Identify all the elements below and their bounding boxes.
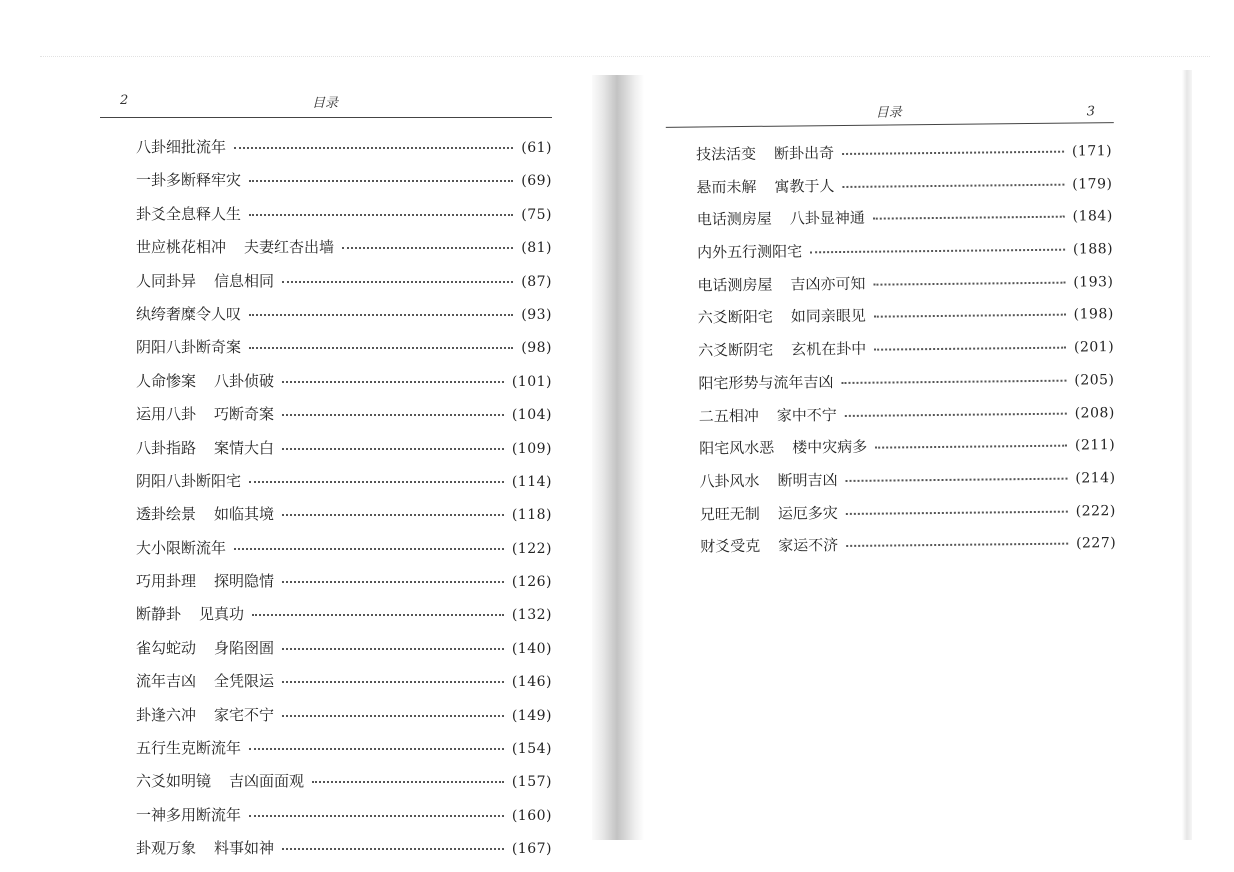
dot-leader xyxy=(249,204,513,216)
entry-subtitle: 案情大白 xyxy=(214,438,275,457)
dot-leader xyxy=(312,771,504,783)
entry-page-number: (122) xyxy=(511,540,552,557)
dot-leader xyxy=(282,638,504,650)
toc-entry xyxy=(696,140,1112,165)
entry-page-number: (87) xyxy=(521,273,552,290)
left-page xyxy=(0,0,590,858)
dot-leader xyxy=(282,371,504,383)
entry-page-number: (211) xyxy=(1074,437,1116,454)
dot-leader xyxy=(342,237,513,249)
entry-subtitle: 家中不宁 xyxy=(776,405,837,425)
entry-page-number: (98) xyxy=(521,340,552,357)
entry-subtitle: 运厄多灾 xyxy=(777,503,838,523)
entry-page-number: (75) xyxy=(521,206,552,223)
header-rule xyxy=(100,117,552,118)
toc-entry xyxy=(136,705,552,726)
dot-leader xyxy=(873,206,1065,220)
running-header: 目录 xyxy=(312,96,339,111)
toc-entry xyxy=(136,671,552,692)
entry-page-number: (140) xyxy=(511,640,552,657)
page-number: 2 xyxy=(120,93,129,108)
entry-subtitle: 身陷囹圄 xyxy=(214,638,275,657)
entry-page-number: (109) xyxy=(511,440,552,457)
entry-subtitle: 探明隐情 xyxy=(214,572,275,591)
toc-entry xyxy=(136,404,552,425)
entry-title: 运用八卦 xyxy=(136,405,197,424)
toc-entry xyxy=(136,304,552,325)
entry-page-number: (193) xyxy=(1073,273,1114,291)
entry-subtitle: 吉凶面面观 xyxy=(229,772,305,791)
toc-list xyxy=(696,140,1116,569)
dot-leader xyxy=(845,402,1067,416)
toc-entry xyxy=(698,369,1114,394)
entry-page-number: (214) xyxy=(1075,470,1116,487)
entry-page-number: (93) xyxy=(521,306,552,323)
entry-subtitle: 断明吉凶 xyxy=(777,470,838,490)
book-gutter xyxy=(592,75,644,840)
entry-title: 一神多用断流年 xyxy=(136,805,242,824)
entry-subtitle: 八卦侦破 xyxy=(214,371,275,390)
entry-subtitle: 家宅不宁 xyxy=(214,705,275,724)
entry-page-number: (157) xyxy=(511,774,552,791)
entry-page-number: (208) xyxy=(1074,404,1115,422)
dot-leader xyxy=(282,671,504,683)
entry-page-number: (146) xyxy=(511,674,552,691)
dot-leader xyxy=(249,337,513,349)
toc-entry xyxy=(136,170,552,191)
toc-entry xyxy=(699,402,1115,427)
running-header: 目录 xyxy=(875,105,902,121)
dot-leader xyxy=(282,404,504,416)
entry-title: 阳宅风水恶 xyxy=(699,438,775,458)
toc-entry xyxy=(698,336,1114,361)
right-page xyxy=(636,0,1234,843)
entry-title: 二五相冲 xyxy=(698,406,759,425)
entry-page-number: (149) xyxy=(511,707,552,724)
entry-title: 电话测房屋 xyxy=(696,210,772,229)
entry-title: 阴阳八卦断奇案 xyxy=(136,338,242,357)
entry-page-number: (61) xyxy=(521,140,552,156)
entry-page-number: (188) xyxy=(1072,241,1114,258)
entry-title: 六爻断阳宅 xyxy=(697,308,773,327)
entry-page-number: (227) xyxy=(1075,535,1117,552)
dot-leader xyxy=(810,239,1065,254)
entry-page-number: (69) xyxy=(521,173,552,190)
entry-subtitle: 断卦出奇 xyxy=(774,144,835,163)
entry-title: 技法活变 xyxy=(695,144,757,164)
entry-subtitle: 见真功 xyxy=(199,605,245,624)
dot-leader xyxy=(249,471,504,483)
entry-page-number: (184) xyxy=(1072,208,1113,225)
header-rule xyxy=(666,122,1114,128)
entry-title: 卦观万象 xyxy=(136,839,197,858)
toc-entry xyxy=(136,738,552,759)
entry-subtitle: 全凭限运 xyxy=(214,672,275,691)
entry-title: 八卦指路 xyxy=(136,438,197,457)
page-number: 3 xyxy=(1086,104,1096,120)
toc-entry xyxy=(136,838,552,859)
entry-title: 悬而未解 xyxy=(696,177,757,197)
dot-leader xyxy=(249,170,513,182)
entry-title: 五行生克断流年 xyxy=(136,739,242,758)
dot-leader xyxy=(846,500,1068,514)
toc-entry xyxy=(136,237,552,258)
dot-leader xyxy=(249,738,504,750)
entry-title: 内外五行测阳宅 xyxy=(697,242,803,262)
toc-entry xyxy=(136,471,552,492)
toc-entry xyxy=(697,238,1113,263)
entry-title: 卦爻全息释人生 xyxy=(136,204,242,223)
entry-title: 六爻断阴宅 xyxy=(698,340,774,360)
entry-subtitle: 八卦显神通 xyxy=(789,209,865,228)
entry-page-number: (201) xyxy=(1073,339,1115,356)
toc-entry xyxy=(697,271,1113,296)
entry-subtitle: 玄机在卦中 xyxy=(791,339,867,359)
entry-page-number: (160) xyxy=(511,807,552,824)
toc-entry xyxy=(136,571,552,592)
entry-title: 阴阳八卦断阳宅 xyxy=(136,471,242,490)
entry-subtitle: 如同亲眼见 xyxy=(790,307,866,326)
entry-page-number: (222) xyxy=(1075,502,1116,520)
dot-leader xyxy=(846,533,1068,547)
entry-title: 流年吉凶 xyxy=(136,672,197,691)
toc-entry xyxy=(700,532,1116,557)
entry-subtitle: 巧断奇案 xyxy=(214,405,275,424)
toc-entry xyxy=(699,434,1115,459)
toc-entry xyxy=(136,438,552,459)
toc-entry xyxy=(697,206,1113,231)
entry-title: 人同卦异 xyxy=(136,271,197,290)
dot-leader xyxy=(282,438,504,450)
entry-page-number: (154) xyxy=(511,741,552,758)
dot-leader xyxy=(252,604,504,616)
entry-subtitle: 夫妻红杏出墙 xyxy=(244,238,335,257)
toc-entry xyxy=(136,771,552,792)
entry-title: 卦逢六冲 xyxy=(136,705,197,724)
toc-entry xyxy=(136,638,552,659)
dot-leader xyxy=(234,137,513,149)
entry-page-number: (126) xyxy=(511,574,552,591)
entry-title: 一卦多断释牢灾 xyxy=(136,171,242,190)
dot-leader xyxy=(842,141,1064,155)
dot-leader xyxy=(282,838,504,850)
entry-page-number: (167) xyxy=(511,841,552,858)
entry-subtitle: 楼中灾病多 xyxy=(792,437,868,457)
entry-title: 电话测房屋 xyxy=(697,275,773,295)
entry-page-number: (198) xyxy=(1073,306,1114,324)
dot-leader xyxy=(234,538,504,550)
entry-page-number: (101) xyxy=(511,373,552,390)
toc-entry xyxy=(136,371,552,392)
toc-entry xyxy=(136,137,552,158)
entry-subtitle: 寓教于人 xyxy=(774,176,835,196)
dot-leader xyxy=(249,805,504,817)
entry-title: 大小限断流年 xyxy=(136,538,227,557)
dot-leader xyxy=(874,304,1066,318)
entry-title: 雀勾蛇动 xyxy=(136,638,197,657)
entry-page-number: (118) xyxy=(511,507,552,524)
entry-subtitle: 信息相同 xyxy=(214,271,275,290)
toc-entry xyxy=(136,604,552,625)
toc-entry xyxy=(698,304,1114,329)
toc-entry xyxy=(136,337,552,358)
entry-title: 兄旺无制 xyxy=(699,504,760,524)
entry-page-number: (171) xyxy=(1071,143,1113,160)
entry-title: 断静卦 xyxy=(136,605,182,624)
entry-title: 八卦风水 xyxy=(699,471,760,491)
dot-leader xyxy=(282,504,504,516)
dot-leader xyxy=(873,271,1065,285)
toc-entry xyxy=(136,271,552,292)
entry-title: 世应桃花相冲 xyxy=(136,238,227,257)
toc-entry xyxy=(136,204,552,225)
entry-subtitle: 吉凶亦可知 xyxy=(790,274,866,294)
dot-leader xyxy=(841,369,1066,383)
toc-entry xyxy=(136,538,552,559)
dot-leader xyxy=(875,435,1067,449)
dot-leader xyxy=(282,271,513,283)
entry-title: 八卦细批流年 xyxy=(136,138,227,156)
entry-subtitle: 家运不济 xyxy=(778,536,839,555)
toc-entry xyxy=(136,805,552,826)
entry-page-number: (132) xyxy=(511,607,552,624)
toc-list xyxy=(136,137,552,872)
entry-page-number: (179) xyxy=(1072,175,1113,193)
toc-entry xyxy=(700,500,1116,525)
dot-leader xyxy=(842,173,1064,187)
entry-page-number: (81) xyxy=(521,240,552,257)
entry-title: 透卦绘景 xyxy=(136,505,197,524)
toc-entry xyxy=(699,467,1115,492)
entry-page-number: (104) xyxy=(511,407,552,424)
entry-title: 财爻受克 xyxy=(700,537,761,556)
entry-subtitle: 如临其境 xyxy=(214,505,275,524)
entry-title: 巧用卦理 xyxy=(136,572,197,591)
toc-entry xyxy=(136,504,552,525)
entry-title: 人命惨案 xyxy=(136,371,197,390)
entry-title: 阳宅形势与流年吉凶 xyxy=(698,372,834,393)
dot-leader xyxy=(282,705,504,717)
entry-page-number: (205) xyxy=(1074,371,1115,389)
dot-leader xyxy=(249,304,513,316)
toc-entry xyxy=(696,173,1112,198)
dot-leader xyxy=(282,571,504,583)
entry-title: 纨绔奢糜令人叹 xyxy=(136,304,242,323)
entry-subtitle: 料事如神 xyxy=(214,839,275,858)
dot-leader xyxy=(874,337,1066,351)
entry-title: 六爻如明镜 xyxy=(136,772,212,791)
dot-leader xyxy=(845,468,1067,482)
entry-page-number: (114) xyxy=(511,473,552,490)
